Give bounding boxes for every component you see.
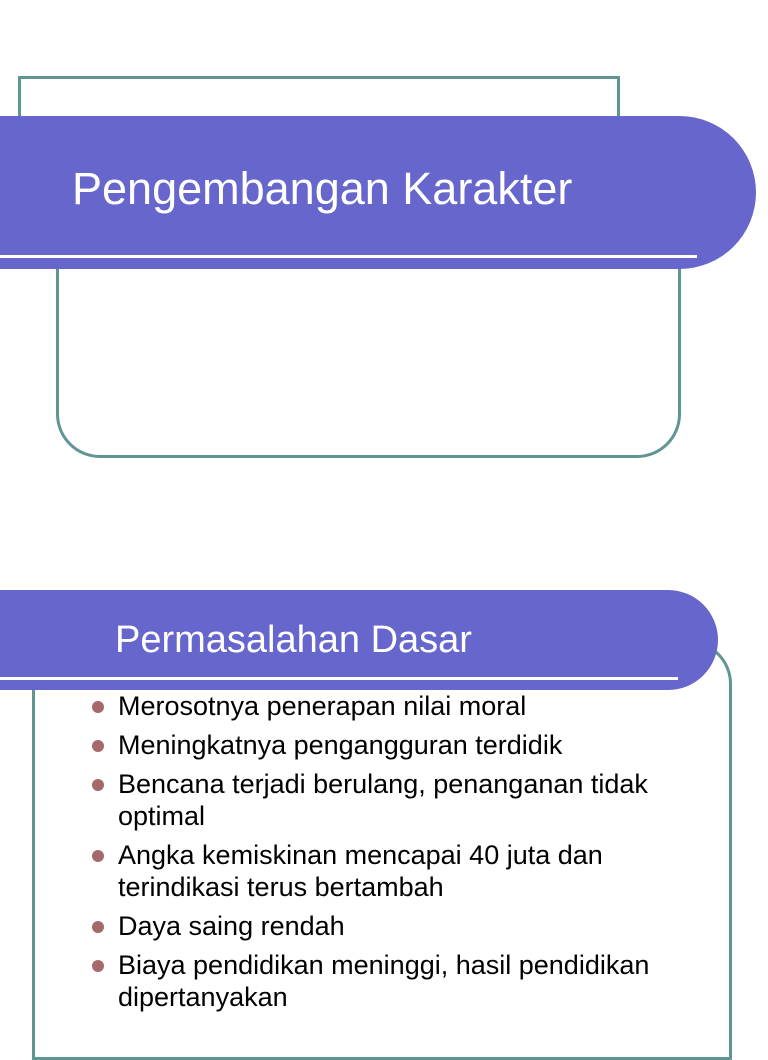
bullet-text: Daya saing rendah — [118, 911, 345, 941]
bullet-text: Angka kemiskinan mencapai 40 juta dan terindikasi terus bertambah — [118, 840, 603, 902]
bullet-item — [92, 768, 722, 832]
bullet-item — [92, 729, 722, 761]
bullet-list — [92, 690, 722, 1020]
bullet-dot-icon — [92, 701, 104, 713]
slide-2-banner-underline — [0, 677, 678, 680]
slide-1-frame-bottom — [56, 250, 681, 458]
slide-1-banner-underline — [0, 255, 697, 258]
bullet-text: Biaya pendidikan meninggi, hasil pendidikan dipertanyakan — [118, 950, 650, 1012]
bullet-dot-icon — [92, 779, 104, 791]
bullet-text: Meningkatnya pengangguran terdidik — [118, 730, 563, 760]
bullet-text: Merosotnya penerapan nilai moral — [118, 691, 527, 721]
bullet-item — [92, 949, 722, 1013]
bullet-item — [92, 910, 722, 942]
bullet-text: Bencana terjadi berulang, penanganan tidak optimal — [118, 769, 648, 831]
bullet-dot-icon — [92, 740, 104, 752]
bullet-dot-icon — [92, 960, 104, 972]
bullet-dot-icon — [92, 850, 104, 862]
bullet-item — [92, 690, 722, 722]
slide-1-title: Pengembangan Karakter — [72, 163, 573, 214]
bullet-dot-icon — [92, 921, 104, 933]
slide-2-title: Permasalahan Dasar — [115, 619, 472, 661]
bullet-item — [92, 839, 722, 903]
